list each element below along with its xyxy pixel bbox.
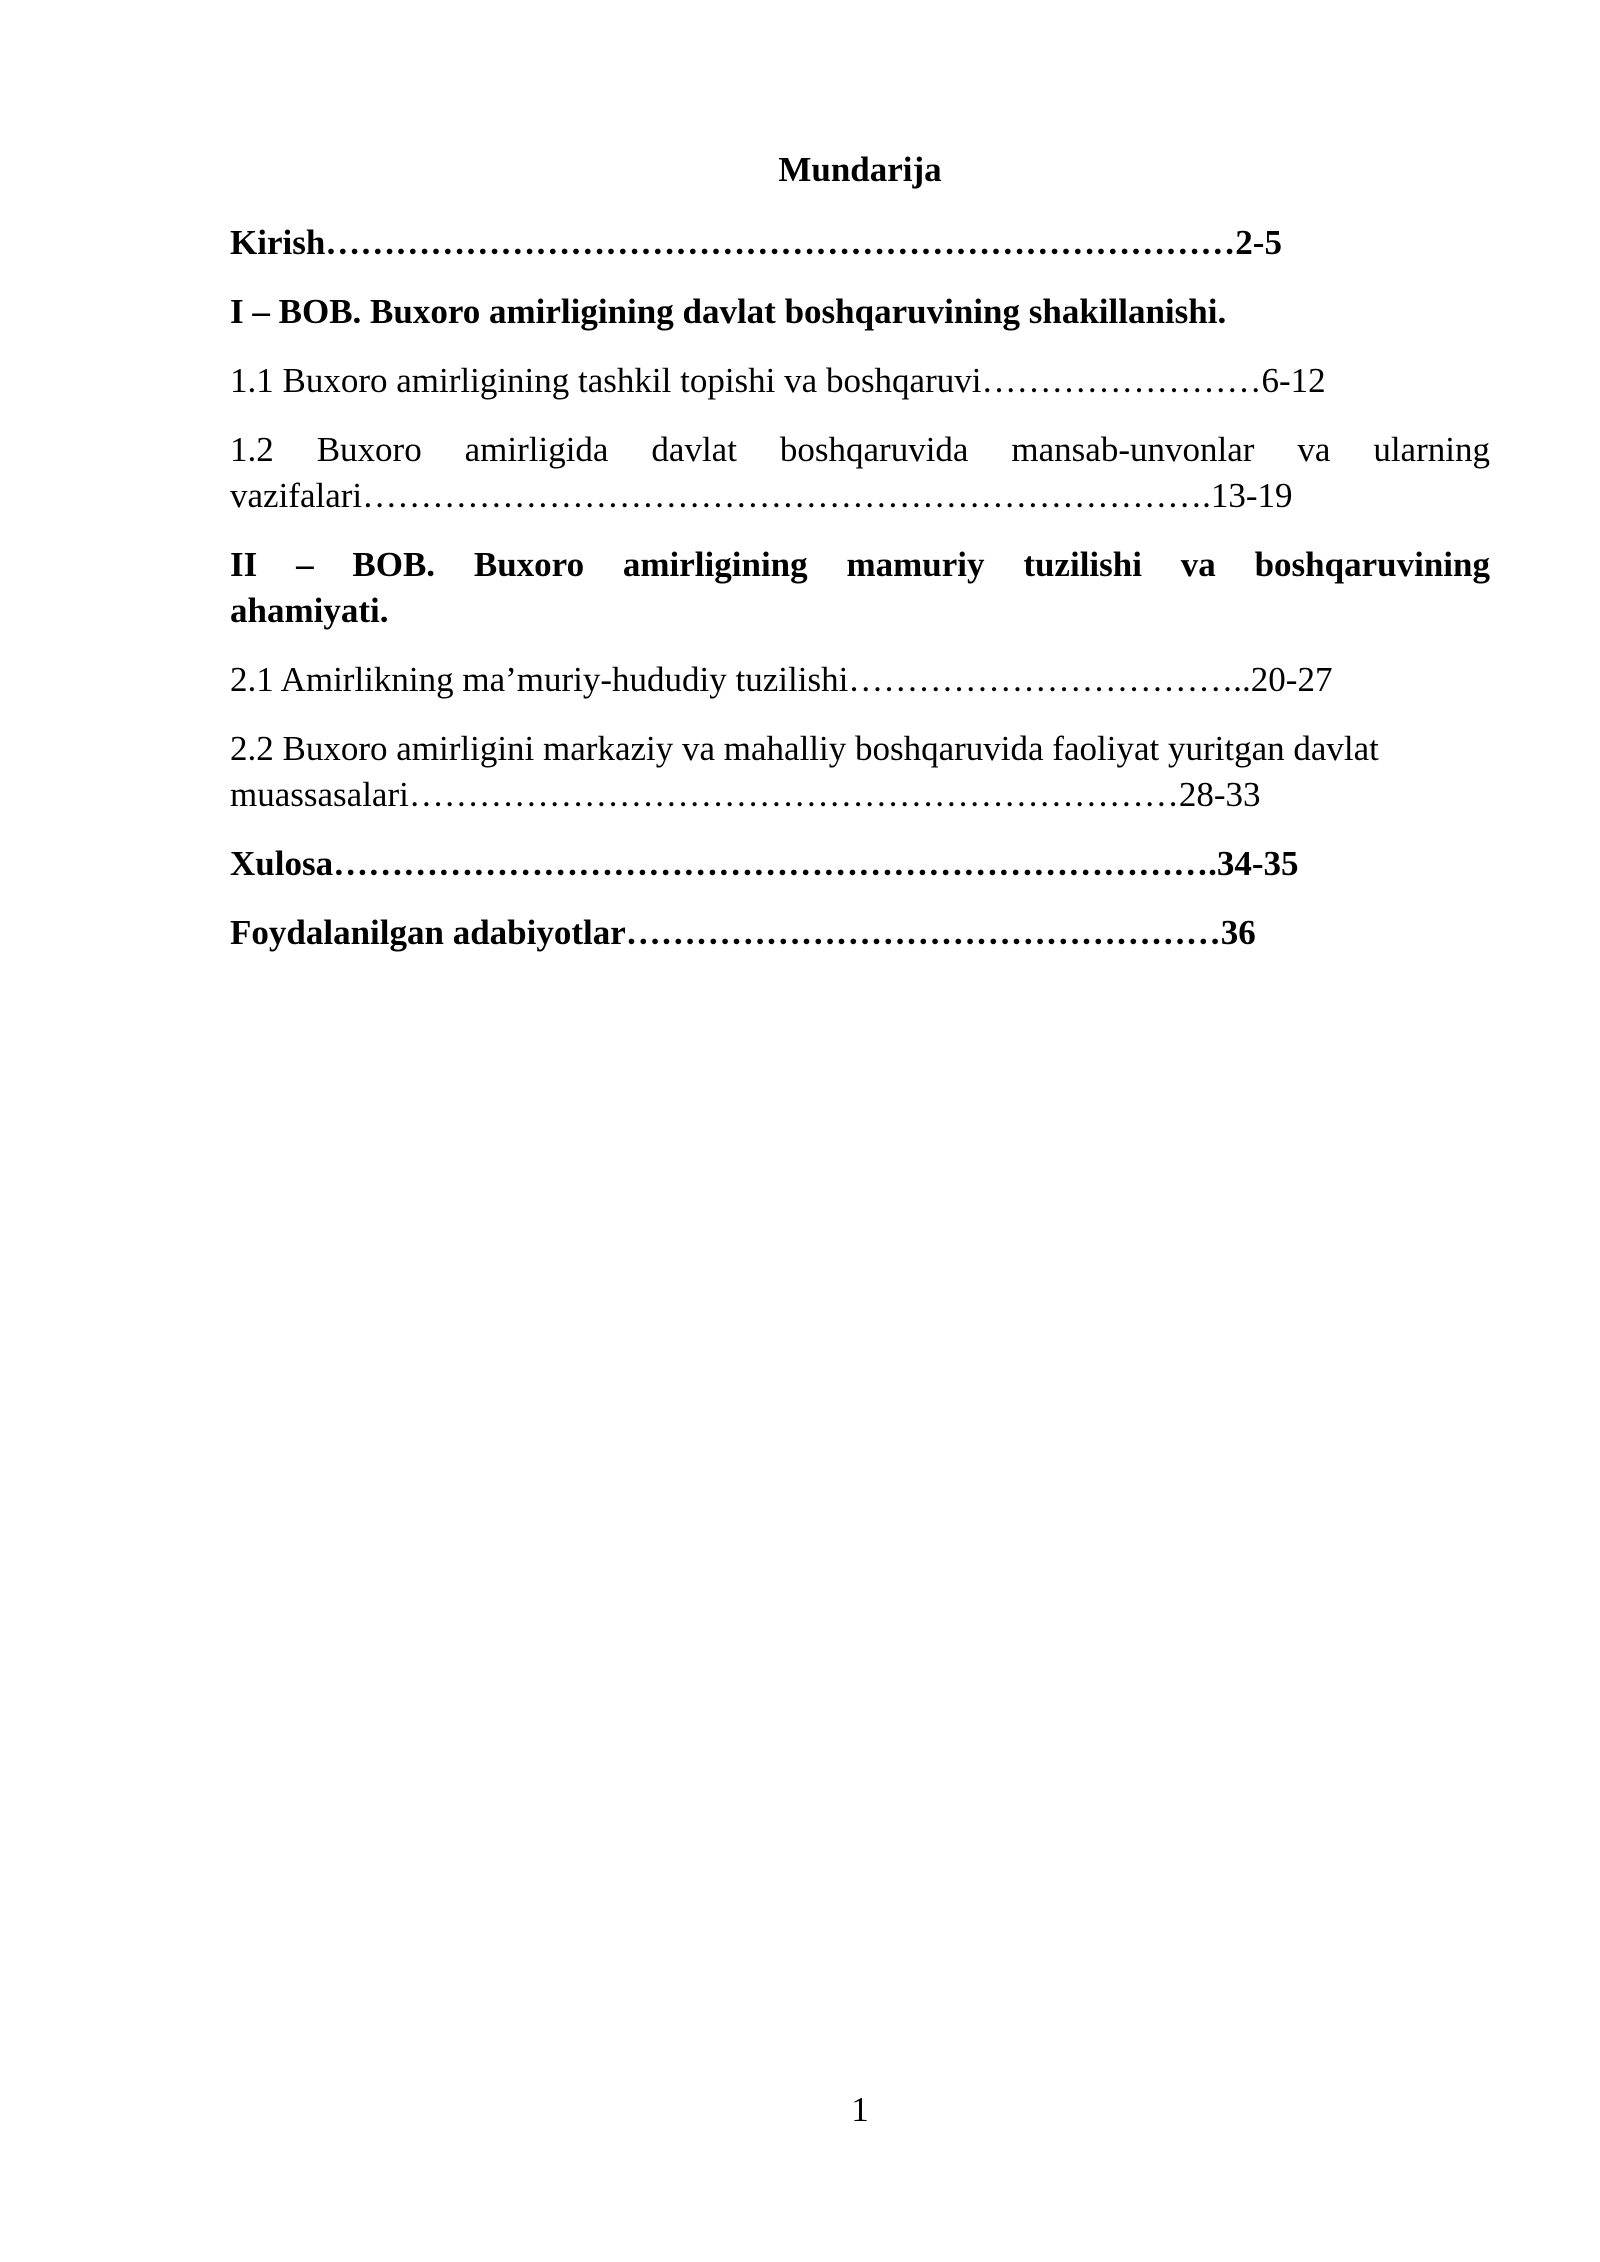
toc-word: 1.2	[230, 430, 274, 469]
toc-entry-text: muassasalari	[230, 775, 409, 814]
toc-word: Buxoro	[473, 545, 585, 584]
toc-entry-text: vazifalari	[230, 476, 363, 515]
toc-entry-section-2-1	[230, 657, 1332, 703]
toc-leader-dots: …………………………………………………………	[408, 775, 1179, 814]
toc-chapter-1-heading: I – BOB. Buxoro amirligining davlat boshqaruvining shakillanishi.	[230, 292, 1227, 331]
toc-word: mamuriy	[846, 545, 985, 584]
toc-page-range: 20-27	[1250, 660, 1333, 699]
toc-entry-label: Foydalanilgan adabiyotlar	[230, 913, 626, 952]
toc-leader-dots: ……………………………..	[848, 660, 1251, 699]
toc-word: ularning	[1373, 430, 1490, 469]
toc-leader-dots: ……………………………………………………………………	[325, 223, 1236, 262]
toc-word: davlat	[651, 430, 737, 469]
toc-entry-section-2-2-line2	[230, 772, 1260, 818]
toc-entry-label: Kirish	[230, 223, 326, 262]
toc-word: II	[230, 545, 258, 584]
toc-page-range: 36	[1220, 913, 1256, 952]
toc-word: –	[296, 545, 314, 584]
toc-entry-xulosa	[230, 841, 1299, 887]
toc-leader-dots: …………………………………………………………………	[333, 844, 1209, 883]
toc-entry-section-1-2-line2	[230, 473, 1293, 519]
toc-entry-section-1-1	[230, 358, 1326, 404]
toc-page-range: 6-12	[1261, 361, 1326, 400]
toc-entry-label: Xulosa	[230, 844, 334, 883]
toc-word: boshqaruvining	[1254, 545, 1490, 584]
toc-entry-section-1-2-line1	[230, 427, 1490, 473]
toc-entry-text: 2.1 Amirlikning ma’muriy-hududiy tuzilishi	[230, 660, 849, 699]
toc-leader-dots: ……………………	[981, 361, 1262, 400]
toc-word: va	[1297, 430, 1331, 469]
toc-title: Mundarija	[778, 150, 942, 189]
toc-word: amirligida	[464, 430, 609, 469]
toc-page-range: .13-19	[1202, 476, 1293, 515]
toc-entry-kirish	[230, 220, 1282, 266]
toc-word: mansab-unvonlar	[1011, 430, 1255, 469]
toc-word: boshqaruvida	[779, 430, 969, 469]
page-number: 1	[851, 2090, 869, 2129]
toc-entry-text: 1.1 Buxoro amirligining tashkil topishi va boshqaruvi	[230, 361, 982, 400]
toc-page-range: 28-33	[1178, 775, 1261, 814]
toc-chapter-2-heading-line1	[230, 542, 1490, 588]
toc-word: amirligining	[622, 545, 808, 584]
toc-chapter-2-heading-line2: ahamiyati.	[230, 591, 389, 630]
toc-leader-dots: ……………………………………………	[625, 913, 1221, 952]
toc-entry-section-2-2-line1: 2.2 Buxoro amirligini markaziy va mahalliy boshqaruvida faoliyat yuritgan davlat	[230, 729, 1379, 768]
toc-page-range: .34-35	[1208, 844, 1299, 883]
toc-word: BOB.	[352, 545, 436, 584]
toc-leader-dots: ………………………………………………………………	[362, 476, 1203, 515]
toc-word: va	[1180, 545, 1216, 584]
toc-page-range: 2-5	[1235, 223, 1282, 262]
toc-entry-adabiyotlar	[230, 910, 1256, 956]
toc-word: Buxoro	[316, 430, 422, 469]
toc-word: tuzilishi	[1023, 545, 1142, 584]
